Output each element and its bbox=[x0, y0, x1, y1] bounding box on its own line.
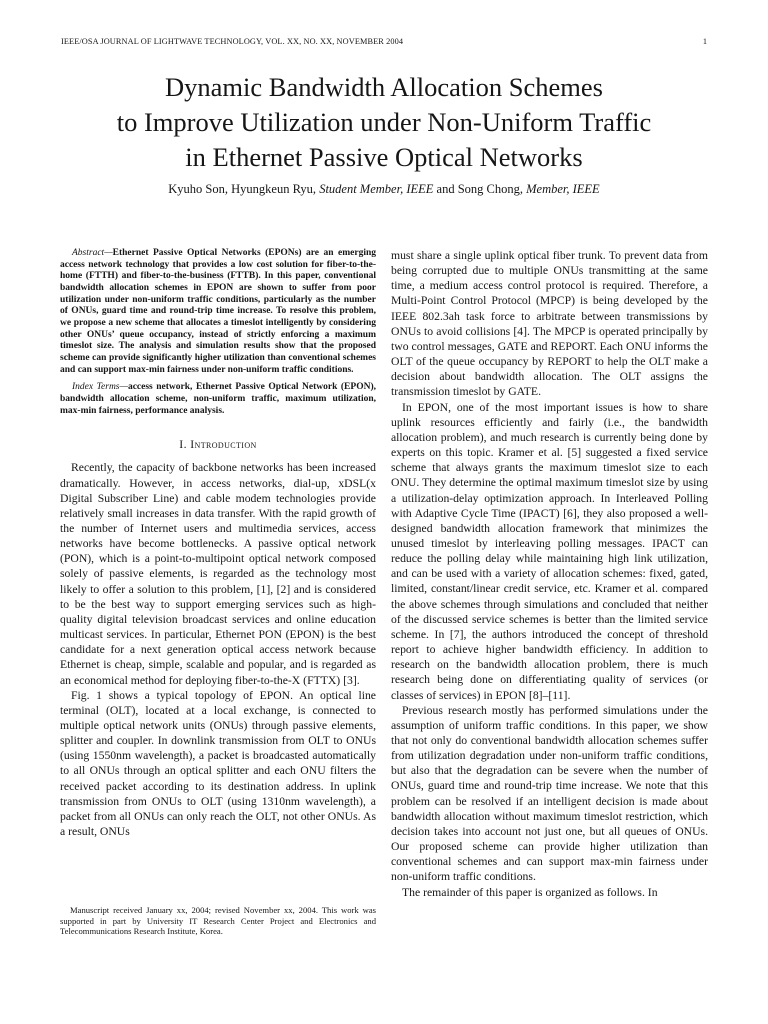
intro-paragraph-1: Recently, the capacity of backbone networks has been increased dramatically. However, in access networks, dial-up, xDSL(x Digital Subscriber Line) and cable modem technologies provide relatively small increases in data transfer. With the rapid growth of the number of Internet users and multimedia services, access networks have become bottlenecks. A passive optical network (PON), which is a point-to-multipoint optical network composed solely of passive elements, is regarded as the technology most likely to offer a solution to this problem, [1], [2] and is considered to be the best way to support emerging services such as high-quality digital television broadcast services and online education multicast services. In particular, Ethernet PON (EPON) is the best candidate for a next generation optical access network because Ethernet is cheap, simple, scalable and popular, and is regarded as an economical method for deploying fiber-to-the-X (FTTX) [3]. bbox=[60, 461, 376, 687]
title-line-2: to Improve Utilization under Non-Uniform Traffic bbox=[116, 107, 652, 137]
footnote: Manuscript received January xx, 2004; revised November xx, 2004. This work was supported in part by University IT Research Center Project and Electronics and Telecommunications Research Institute, Korea. bbox=[60, 905, 376, 937]
right-paragraph-1: must share a single uplink optical fiber trunk. To prevent data from being corrupted due to multiple ONUs transmitting at the same time, a medium access control protocol is required. Therefore, a Multi-Point Control Protocol (MPCP) is being developed by the IEEE 802.3ah task force to arbitrate between transmissions by ONUs to avoid collisions [4]. The MPCP is operated principally by two control messages, GATE and REPORT. Each ONU informs the OLT of the queue occupancy by REPORT to help the OLT make a decision about bandwidth allocation. The OLT assigns the transmission timeslot by GATE. bbox=[391, 249, 708, 399]
index-terms-lead: Index Terms— bbox=[72, 382, 128, 393]
author-line bbox=[40, 182, 728, 197]
author-names-2: and Song Chong, bbox=[436, 182, 523, 196]
right-paragraph-3: Previous research mostly has performed simulations under the assumption of uniform traffic conditions. In this paper, we show that not only do conventional bandwidth allocation schemes suffer from utilization degradation under non-uniform traffic conditions, but also that the degradation can be severe when the number of ONUs, guard time and round-trip time increase. We note that this problem can be resolved if an intelligent decision is made about bandwidth allocation without maximum timeslot restriction, which decision takes into account not just one, but all queues of ONUs. Our proposed scheme can provide higher utilization than conventional schemes and can support max-min fairness under non-uniform traffic conditions. bbox=[391, 703, 708, 884]
title-line-3: in Ethernet Passive Optical Networks bbox=[185, 142, 583, 172]
author-affiliation-1: Student Member, IEEE bbox=[319, 182, 434, 196]
title-line-1: Dynamic Bandwidth Allocation Schemes bbox=[165, 72, 603, 102]
section-heading-introduction: I. Introduction bbox=[179, 438, 257, 452]
right-paragraph-2: In EPON, one of the most important issues is how to share uplink resources efficiently and fairly (i.e., the bandwidth allocation problem), and much research is currently being done by experts on this topic. Kramer et al. [5] suggested a fixed service scheme that always grants the maximum timeslot size to each ONU. They determine the optimal maximum timeslot size by using a utilization-delay optimization approach. In Interleaved Polling with Adaptive Cycle Time (IPACT) [6], they also proposed a well-designed bandwidth allocation framework that minimizes the unused timeslot by interleaving polling messages. IPACT can reduce the polling delay while maintaining high link utilization, and can be used with a variety of allocation schemes: fixed, gated, limited, constant/linear credit service, etc. Kramer et al. compared the above schemes through simulations and concluded that neither of the discussed service schemes is better than the limited service scheme. In [7], the authors introduced the concept of threshold report to achieve higher bandwidth efficiency. In addition to research on the bandwidth allocation problem, there is much research being done on differentiating quality of services (or classes of services) in EPON [8]–[11]. bbox=[391, 400, 708, 702]
paper-title bbox=[40, 70, 728, 175]
running-head: IEEE/OSA JOURNAL OF LIGHTWAVE TECHNOLOGY, VOL. XX, NO. XX, NOVEMBER 2004 bbox=[61, 37, 404, 46]
abstract-lead: Abstract— bbox=[72, 248, 113, 258]
index-terms-text: access network, Ethernet Passive Optical Network (EPON), bandwidth allocation scheme, non-uniform traffic, maximum utilization, max-min fairness, performance analysis. bbox=[60, 382, 376, 416]
author-affiliation-2: Member, IEEE bbox=[526, 182, 600, 196]
abstract bbox=[60, 248, 376, 376]
author-names-1: Kyuho Son, Hyungkeun Ryu, bbox=[168, 182, 317, 196]
page-number: 1 bbox=[702, 37, 707, 46]
index-terms bbox=[60, 382, 376, 417]
abstract-text: Ethernet Passive Optical Networks (EPONs) are an emerging access network technology that provides a low cost solution for fiber-to-the-home (FTTH) and fiber-to-the-business (FTTB). In this paper, conventional bandwidth allocation schemes in EPON are shown to suffer from poor utilization under non-uniform traffic conditions, particularly as the number of ONUs, guard time and round-trip time increase. To resolve this problem, we propose a new scheme that allocates a timeslot intelligently by considering other ONUs’ queue occupancy, instead of strictly enforcing a maximum timeslot size. The analysis and simulation results show that the proposed scheme can provide significantly higher utilization than conventional schemes and can support max-min fairness under non-uniform traffic conditions. bbox=[60, 248, 376, 375]
intro-paragraph-2: Fig. 1 shows a typical topology of EPON. An optical line terminal (OLT), located at a local exchange, is connected to multiple optical network units (ONUs) through passive elements, splitter and coupler. In downlink transmission from OLT to ONUs (using 1550nm wavelength), a packet is broadcasted automatically to all ONUs through an optical splitter and each ONU filters the received packet according to its destination address. In uplink transmission from ONUs to OLT (using 1310nm wavelength), a packet from all ONUs can only reach the OLT, not other ONUs. As a result, ONUs bbox=[60, 688, 376, 839]
right-paragraph-4: The remainder of this paper is organized as follows. In bbox=[402, 885, 658, 899]
left-column bbox=[60, 248, 376, 839]
right-column bbox=[391, 248, 708, 900]
